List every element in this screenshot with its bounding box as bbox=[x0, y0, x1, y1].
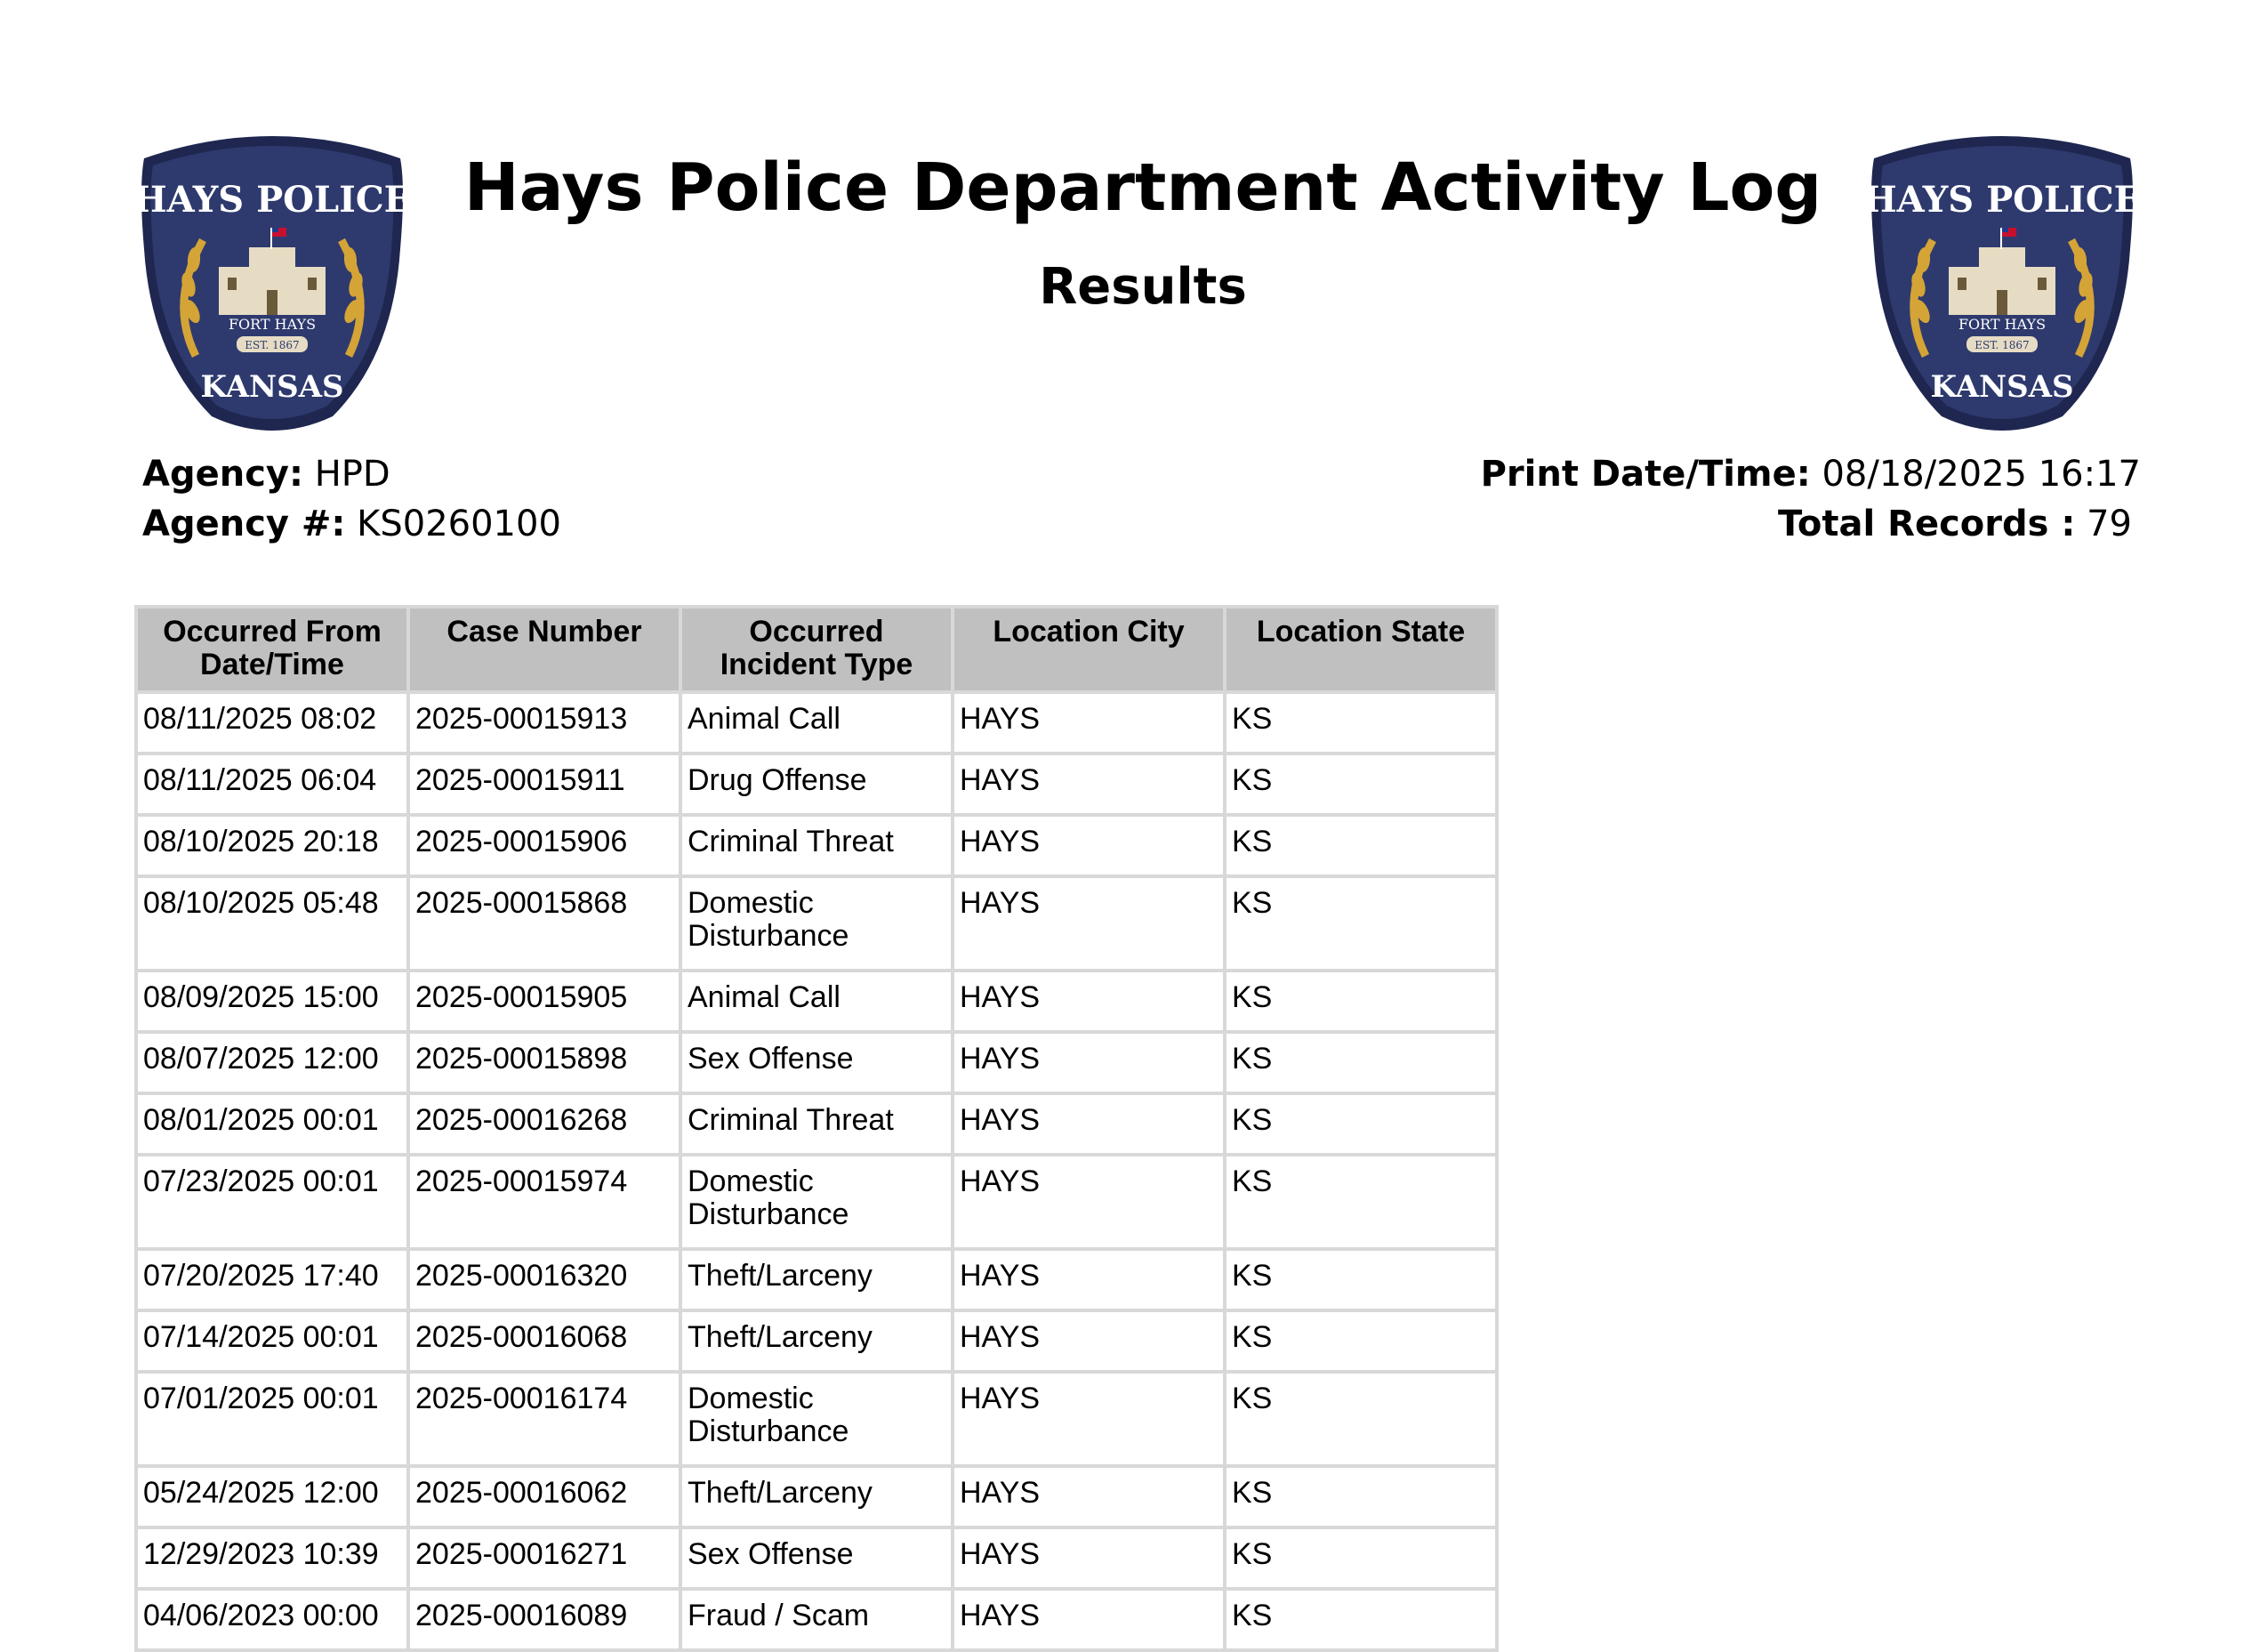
cell-location-city: HAYS bbox=[954, 1529, 1223, 1587]
cell-date: 07/23/2025 00:01 bbox=[138, 1156, 406, 1247]
cell-case-number: 2025-00016089 bbox=[410, 1591, 679, 1648]
table-row bbox=[138, 1468, 1495, 1526]
cell-incident-type: Animal Call bbox=[682, 972, 951, 1030]
cell-case-number: 2025-00015905 bbox=[410, 972, 679, 1030]
cell-incident-type: Domestic Disturbance bbox=[682, 878, 951, 969]
cell-location-state: KS bbox=[1226, 1312, 1495, 1370]
cell-incident-type: Sex Offense bbox=[682, 1034, 951, 1092]
cell-case-number: 2025-00016320 bbox=[410, 1251, 679, 1309]
table-row bbox=[138, 1529, 1495, 1587]
cell-location-state: KS bbox=[1226, 1156, 1495, 1247]
cell-location-state: KS bbox=[1226, 1034, 1495, 1092]
agency-number-line bbox=[142, 499, 561, 549]
cell-location-state: KS bbox=[1226, 1251, 1495, 1309]
agency-number-value: KS0260100 bbox=[357, 504, 561, 544]
cell-case-number: 2025-00016062 bbox=[410, 1468, 679, 1526]
table-row bbox=[138, 1374, 1495, 1464]
cell-location-city: HAYS bbox=[954, 755, 1223, 813]
cell-case-number: 2025-00015913 bbox=[410, 694, 679, 752]
cell-location-city: HAYS bbox=[954, 1095, 1223, 1153]
table-row bbox=[138, 1156, 1495, 1247]
cell-date: 08/09/2025 15:00 bbox=[138, 972, 406, 1030]
agency-line bbox=[142, 449, 561, 499]
print-datetime-line bbox=[1481, 449, 2141, 499]
table-header-row bbox=[138, 608, 1495, 690]
table-row bbox=[138, 1095, 1495, 1153]
column-header-location-city: Location City bbox=[954, 608, 1223, 690]
table-row bbox=[138, 1312, 1495, 1370]
cell-incident-type: Domestic Disturbance bbox=[682, 1374, 951, 1464]
cell-date: 04/06/2023 00:00 bbox=[138, 1591, 406, 1648]
cell-location-state: KS bbox=[1226, 878, 1495, 969]
cell-location-state: KS bbox=[1226, 817, 1495, 874]
cell-date: 05/24/2025 12:00 bbox=[138, 1468, 406, 1526]
column-header-case-number: Case Number bbox=[410, 608, 679, 690]
cell-date: 08/07/2025 12:00 bbox=[138, 1034, 406, 1092]
cell-location-city: HAYS bbox=[954, 1591, 1223, 1648]
cell-location-city: HAYS bbox=[954, 1156, 1223, 1247]
table-row bbox=[138, 1591, 1495, 1648]
table-row bbox=[138, 972, 1495, 1030]
cell-location-state: KS bbox=[1226, 694, 1495, 752]
table-row bbox=[138, 1251, 1495, 1309]
column-header-date: Occurred From Date/Time bbox=[138, 608, 406, 690]
table-row bbox=[138, 878, 1495, 969]
cell-location-state: KS bbox=[1226, 972, 1495, 1030]
activity-log-table bbox=[134, 605, 1499, 1652]
cell-location-city: HAYS bbox=[954, 1034, 1223, 1092]
cell-incident-type: Domestic Disturbance bbox=[682, 1156, 951, 1247]
cell-location-city: HAYS bbox=[954, 878, 1223, 969]
cell-location-state: KS bbox=[1226, 1468, 1495, 1526]
column-header-incident-type: Occurred Incident Type bbox=[682, 608, 951, 690]
cell-case-number: 2025-00016068 bbox=[410, 1312, 679, 1370]
cell-case-number: 2025-00016268 bbox=[410, 1095, 679, 1153]
badge-bottom-text: KANSAS bbox=[1930, 369, 2074, 405]
cell-case-number: 2025-00015906 bbox=[410, 817, 679, 874]
cell-incident-type: Theft/Larceny bbox=[682, 1312, 951, 1370]
cell-location-city: HAYS bbox=[954, 1312, 1223, 1370]
agency-label: Agency: bbox=[142, 454, 303, 495]
print-info bbox=[1481, 449, 2141, 549]
badge-center-text: FORT HAYS bbox=[1958, 316, 2047, 333]
page-title: Hays Police Department Activity Log bbox=[463, 149, 1822, 226]
print-datetime-value: 08/18/2025 16:17 bbox=[1822, 454, 2141, 495]
page-subtitle: Results bbox=[1039, 258, 1247, 316]
badge-top-text: HAYS POLICE bbox=[133, 179, 411, 221]
cell-location-city: HAYS bbox=[954, 1251, 1223, 1309]
cell-incident-type: Fraud / Scam bbox=[682, 1591, 951, 1648]
cell-case-number: 2025-00015911 bbox=[410, 755, 679, 813]
total-records-value: 79 bbox=[2087, 504, 2132, 544]
cell-case-number: 2025-00015868 bbox=[410, 878, 679, 969]
cell-location-city: HAYS bbox=[954, 817, 1223, 874]
cell-location-state: KS bbox=[1226, 1529, 1495, 1587]
cell-incident-type: Theft/Larceny bbox=[682, 1251, 951, 1309]
cell-date: 08/10/2025 20:18 bbox=[138, 817, 406, 874]
total-records-label: Total Records : bbox=[1777, 504, 2076, 544]
cell-location-city: HAYS bbox=[954, 1468, 1223, 1526]
cell-location-state: KS bbox=[1226, 1591, 1495, 1648]
cell-case-number: 2025-00016271 bbox=[410, 1529, 679, 1587]
cell-incident-type: Sex Offense bbox=[682, 1529, 951, 1587]
column-header-location-state: Location State bbox=[1226, 608, 1495, 690]
table-row bbox=[138, 1034, 1495, 1092]
table-row bbox=[138, 817, 1495, 874]
cell-location-city: HAYS bbox=[954, 694, 1223, 752]
cell-date: 08/11/2025 08:02 bbox=[138, 694, 406, 752]
table-row bbox=[138, 755, 1495, 813]
cell-case-number: 2025-00015898 bbox=[410, 1034, 679, 1092]
cell-date: 07/14/2025 00:01 bbox=[138, 1312, 406, 1370]
badge-est-text: EST. 1867 bbox=[1974, 339, 2030, 351]
cell-location-state: KS bbox=[1226, 1374, 1495, 1464]
cell-case-number: 2025-00016174 bbox=[410, 1374, 679, 1464]
cell-incident-type: Animal Call bbox=[682, 694, 951, 752]
table-row bbox=[138, 694, 1495, 752]
cell-date: 08/01/2025 00:01 bbox=[138, 1095, 406, 1153]
cell-location-city: HAYS bbox=[954, 1374, 1223, 1464]
badge-est-text: EST. 1867 bbox=[245, 339, 300, 351]
cell-date: 07/01/2025 00:01 bbox=[138, 1374, 406, 1464]
cell-date: 07/20/2025 17:40 bbox=[138, 1251, 406, 1309]
cell-date: 08/10/2025 05:48 bbox=[138, 878, 406, 969]
print-datetime-label: Print Date/Time: bbox=[1480, 454, 1811, 495]
agency-number-label: Agency #: bbox=[142, 504, 346, 544]
cell-case-number: 2025-00015974 bbox=[410, 1156, 679, 1247]
agency-info bbox=[142, 449, 561, 549]
cell-incident-type: Criminal Threat bbox=[682, 1095, 951, 1153]
cell-date: 12/29/2023 10:39 bbox=[138, 1529, 406, 1587]
cell-incident-type: Drug Offense bbox=[682, 755, 951, 813]
badge-center-text: FORT HAYS bbox=[228, 316, 317, 333]
cell-incident-type: Criminal Threat bbox=[682, 817, 951, 874]
total-records-line bbox=[1481, 499, 2132, 549]
cell-date: 08/11/2025 06:04 bbox=[138, 755, 406, 813]
cell-location-state: KS bbox=[1226, 755, 1495, 813]
badge-top-text: HAYS POLICE bbox=[1863, 179, 2141, 221]
agency-value: HPD bbox=[314, 454, 390, 495]
badge-bottom-text: KANSAS bbox=[200, 369, 344, 405]
cell-incident-type: Theft/Larceny bbox=[682, 1468, 951, 1526]
cell-location-state: KS bbox=[1226, 1095, 1495, 1153]
cell-location-city: HAYS bbox=[954, 972, 1223, 1030]
